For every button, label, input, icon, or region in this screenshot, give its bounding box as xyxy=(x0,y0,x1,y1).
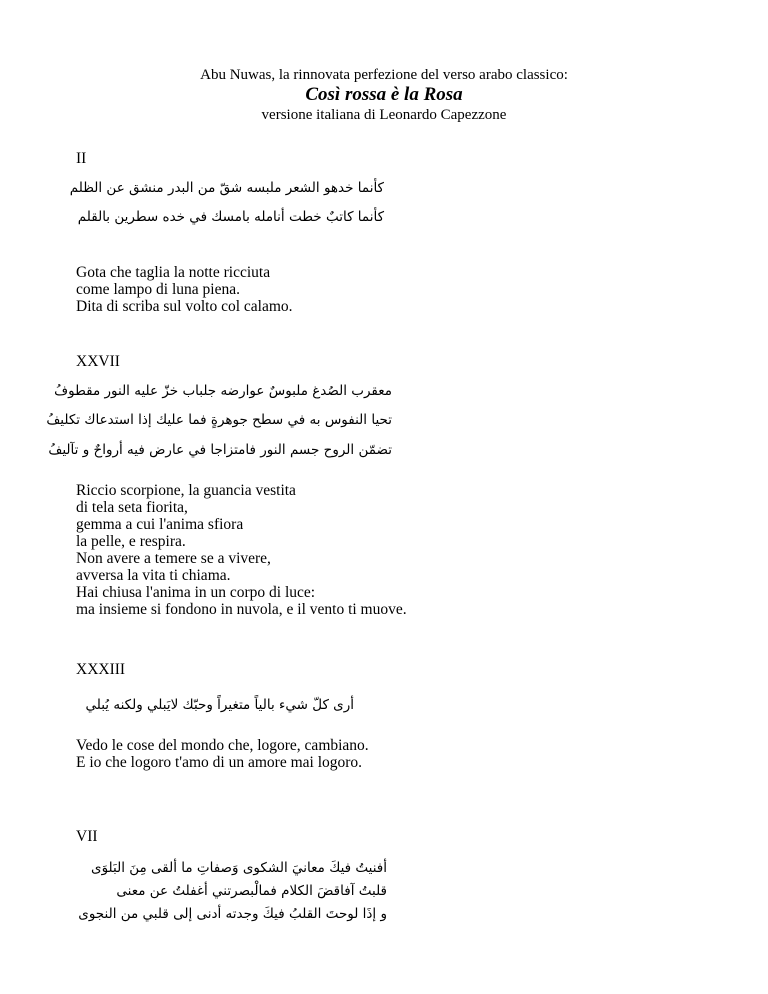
translation-line: come lampo di luna piena. xyxy=(76,281,240,298)
translation-line: Vedo le cose del mondo che, logore, cambiano. xyxy=(76,737,369,754)
translation-line: Riccio scorpione, la guancia vestita xyxy=(76,482,296,499)
section-numeral-xxvii: XXVII xyxy=(76,353,120,370)
arabic-verse: تحيا النفوس به في سطح جوهرةٍ فما عليك إذا استدعاك تكليفُ xyxy=(46,412,392,428)
section-numeral-xxxiii: XXXIII xyxy=(76,661,126,678)
italian-translation xyxy=(76,264,293,315)
arabic-verse: قلبتُ آفاقضَ الكلام فمالْبصرتني أغفلتُ عن معنى xyxy=(116,883,387,899)
document-header xyxy=(0,66,768,124)
italian-translation xyxy=(76,482,407,618)
arabic-verse: و إذَا لوحتَ القلبُ فيكَ وجدته أدنى إلى قلبي من النجوى xyxy=(78,906,387,922)
section-numeral-ii: II xyxy=(76,150,87,167)
arabic-verse: كأنما كاتبٌ خطت أنامله بامسك في خده سطرين بالقلم xyxy=(77,209,384,225)
translation-line: Hai chiusa l'anima in un corpo di luce: xyxy=(76,584,316,601)
translation-line: avversa la vita ti chiama. xyxy=(76,567,231,584)
translation-line: gemma a cui l'anima sfiora xyxy=(76,516,244,533)
translation-line: Non avere a temere se a vivere, xyxy=(76,550,271,567)
translation-line: la pelle, e respira. xyxy=(76,533,186,550)
translator-credit: versione italiana di Leonardo Capezzone xyxy=(261,107,507,123)
arabic-verse: معقرب الصُدغ ملبوسٌ عوارضه جلباب خزّ عليه النور مقطوفُ xyxy=(54,383,392,399)
italian-translation xyxy=(76,737,369,771)
translation-line: Gota che taglia la notte ricciuta xyxy=(76,264,271,281)
translation-line: E io che logoro t'amo di un amore mai logoro. xyxy=(76,754,363,771)
arabic-verse: أفنيتُ فيكَ معانيَ الشكوى وَصفاتِ ما ألقى مِنَ البَلوَى xyxy=(91,860,387,876)
document-title: Così rossa è la Rosa xyxy=(305,84,463,105)
translation-line: Dita di scriba sul volto col calamo. xyxy=(76,298,293,315)
arabic-verse: أرى كلّ شيء بالياً متغيراً وحبّك لايَبلي ولكنه يُبلي xyxy=(85,697,354,713)
arabic-verse: كأنما خدهو الشعر ملبسه شقّ من البدر منشق عن الظلم xyxy=(69,180,384,196)
header-subtitle: Abu Nuwas, la rinnovata perfezione del verso arabo classico: xyxy=(200,67,568,83)
translation-line: ma insieme si fondono in nuvola, e il vento ti muove. xyxy=(76,601,407,618)
arabic-verse: تضمّن الروح جسم النور فامتزاجا في عارض فيه أرواحٌ و تآليفُ xyxy=(48,442,392,458)
translation-line: di tela seta fiorita, xyxy=(76,499,188,516)
section-numeral-vii: VII xyxy=(76,828,98,845)
